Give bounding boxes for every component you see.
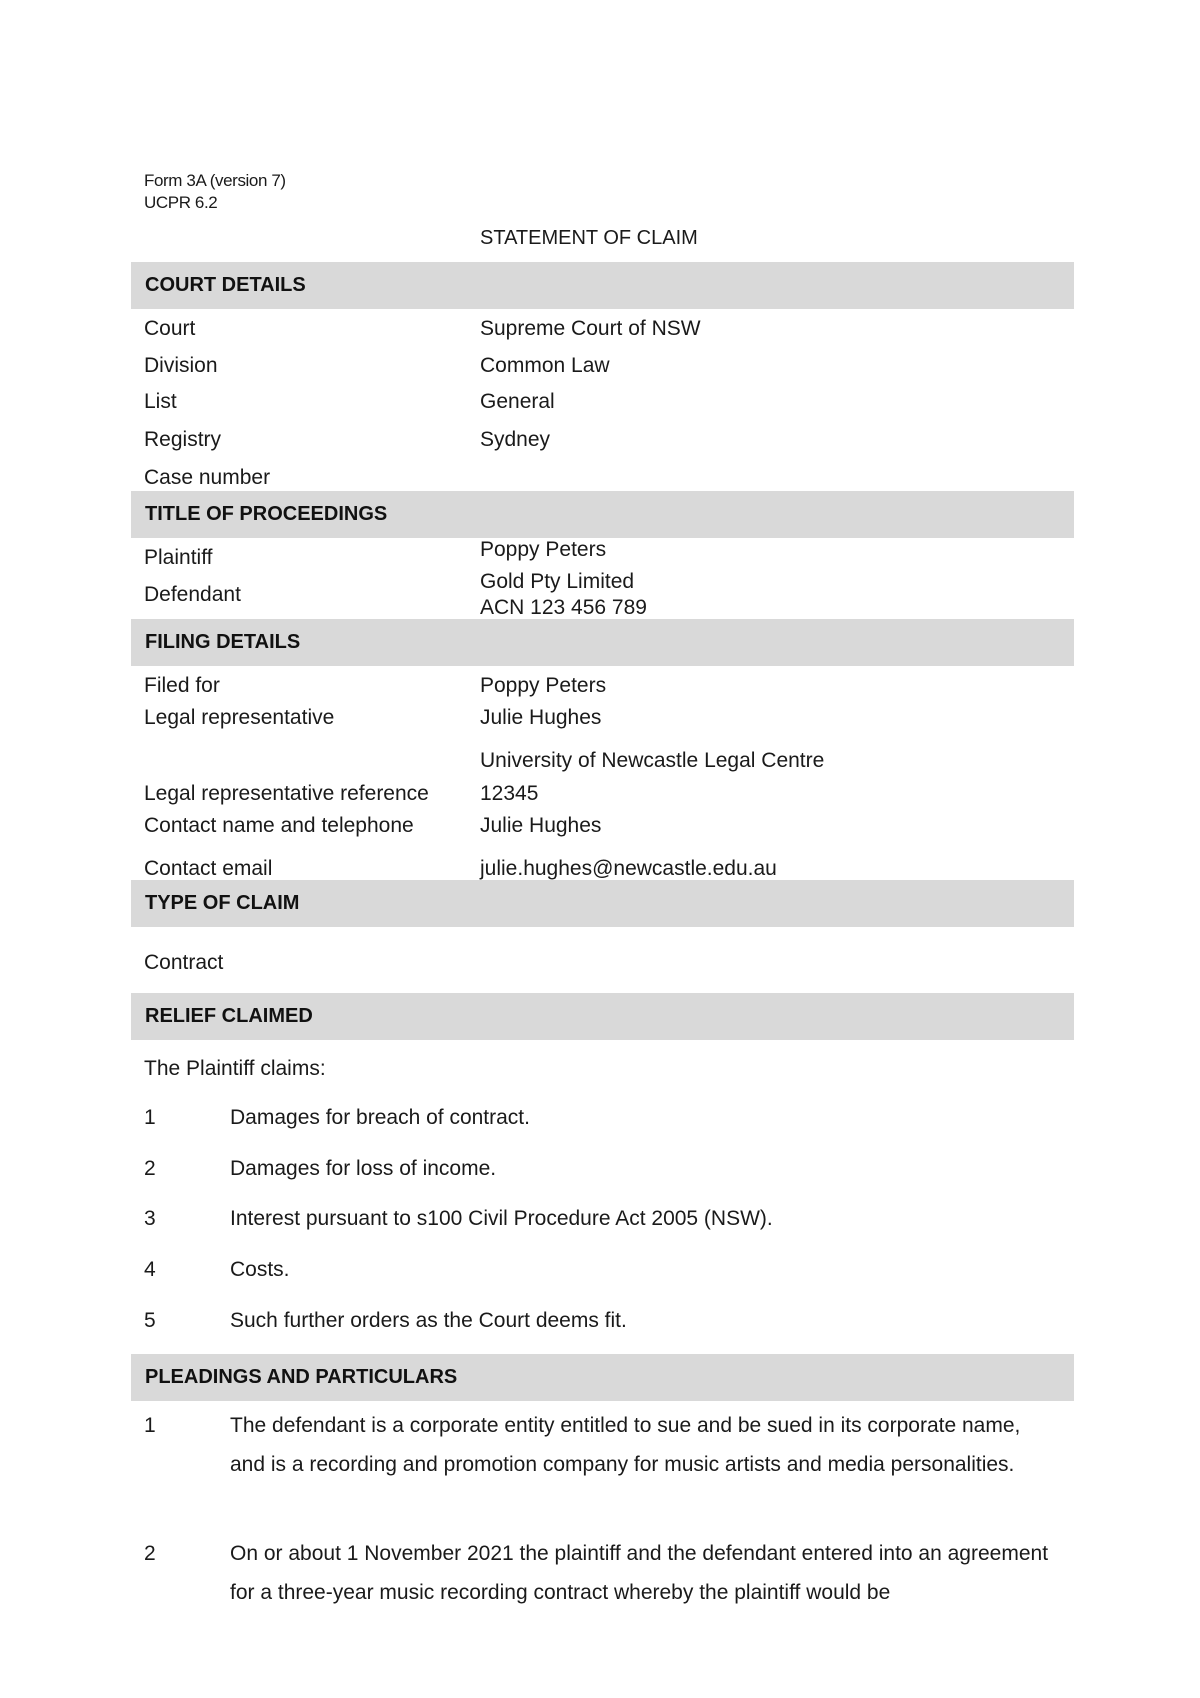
section-type-of-claim [131, 880, 1074, 927]
section-pleadings-and-particulars [131, 1354, 1074, 1401]
document-title: STATEMENT OF CLAIM [480, 227, 698, 249]
court-value: Supreme Court of NSW [480, 317, 701, 340]
defendant-label: Defendant [144, 583, 241, 606]
court-label: Court [144, 317, 196, 340]
pleading-item-number: 2 [144, 1542, 156, 1565]
section-heading: TYPE OF CLAIM [145, 892, 300, 914]
registry-value: Sydney [480, 428, 551, 451]
rule-reference: UCPR 6.2 [144, 193, 218, 212]
relief-item-number: 4 [144, 1258, 156, 1281]
contact-value: Julie Hughes [480, 814, 602, 837]
section-heading: TITLE OF PROCEEDINGS [145, 503, 388, 525]
legal-representative-value: Julie Hughes [480, 706, 602, 729]
defendant-acn: ACN 123 456 789 [480, 596, 647, 619]
registry-label: Registry [144, 428, 222, 451]
filed-for-value: Poppy Peters [480, 674, 607, 697]
relief-item-number: 1 [144, 1106, 156, 1129]
section-relief-claimed [131, 993, 1074, 1040]
claim-type-value: Contract [144, 951, 224, 974]
plaintiff-label: Plaintiff [144, 546, 213, 569]
relief-item-text: Interest pursuant to s100 Civil Procedure Act 2005 (NSW). [230, 1207, 773, 1230]
reference-label: Legal representative reference [144, 782, 429, 805]
defendant-value: Gold Pty Limited [480, 570, 635, 593]
relief-item-text: Costs. [230, 1258, 290, 1281]
section-heading: FILING DETAILS [145, 631, 301, 653]
list-label: List [144, 390, 177, 413]
section-filing-details [131, 619, 1074, 666]
division-value: Common Law [480, 354, 610, 377]
form-number: Form 3A (version 7) [144, 171, 286, 190]
relief-item-text: Damages for loss of income. [230, 1157, 497, 1180]
pleading-item-text: On or about 1 November 2021 the plaintiff and the defendant entered into an agreement for a three-year music recording contract whereby the plaintiff would be [230, 1542, 1049, 1604]
division-label: Division [144, 354, 218, 377]
section-heading: PLEADINGS AND PARTICULARS [145, 1366, 458, 1388]
email-label: Contact email [144, 857, 273, 880]
section-title-of-proceedings [131, 491, 1074, 538]
filed-for-label: Filed for [144, 674, 220, 697]
section-court-details [131, 262, 1074, 309]
pleading-item-text: The defendant is a corporate entity entitled to sue and be sued in its corporate name, and is a recording and promotion company for music artists and media personalities. [230, 1414, 1021, 1476]
pleading-item-number: 1 [144, 1414, 156, 1437]
relief-item-text: Such further orders as the Court deems fit. [230, 1309, 627, 1332]
legal-representative-org: University of Newcastle Legal Centre [480, 749, 825, 772]
case-number-label: Case number [144, 466, 271, 489]
relief-item-text: Damages for breach of contract. [230, 1106, 530, 1129]
section-heading: RELIEF CLAIMED [145, 1005, 313, 1027]
legal-representative-label: Legal representative [144, 706, 335, 729]
relief-intro: The Plaintiff claims: [144, 1057, 326, 1080]
email-value: julie.hughes@newcastle.edu.au [480, 857, 777, 880]
relief-item-number: 5 [144, 1309, 156, 1332]
relief-item-number: 3 [144, 1207, 156, 1230]
section-heading: COURT DETAILS [145, 274, 306, 296]
reference-value: 12345 [480, 782, 539, 805]
plaintiff-value: Poppy Peters [480, 538, 607, 561]
contact-label: Contact name and telephone [144, 814, 414, 837]
relief-item-number: 2 [144, 1157, 156, 1180]
list-value: General [480, 390, 555, 413]
